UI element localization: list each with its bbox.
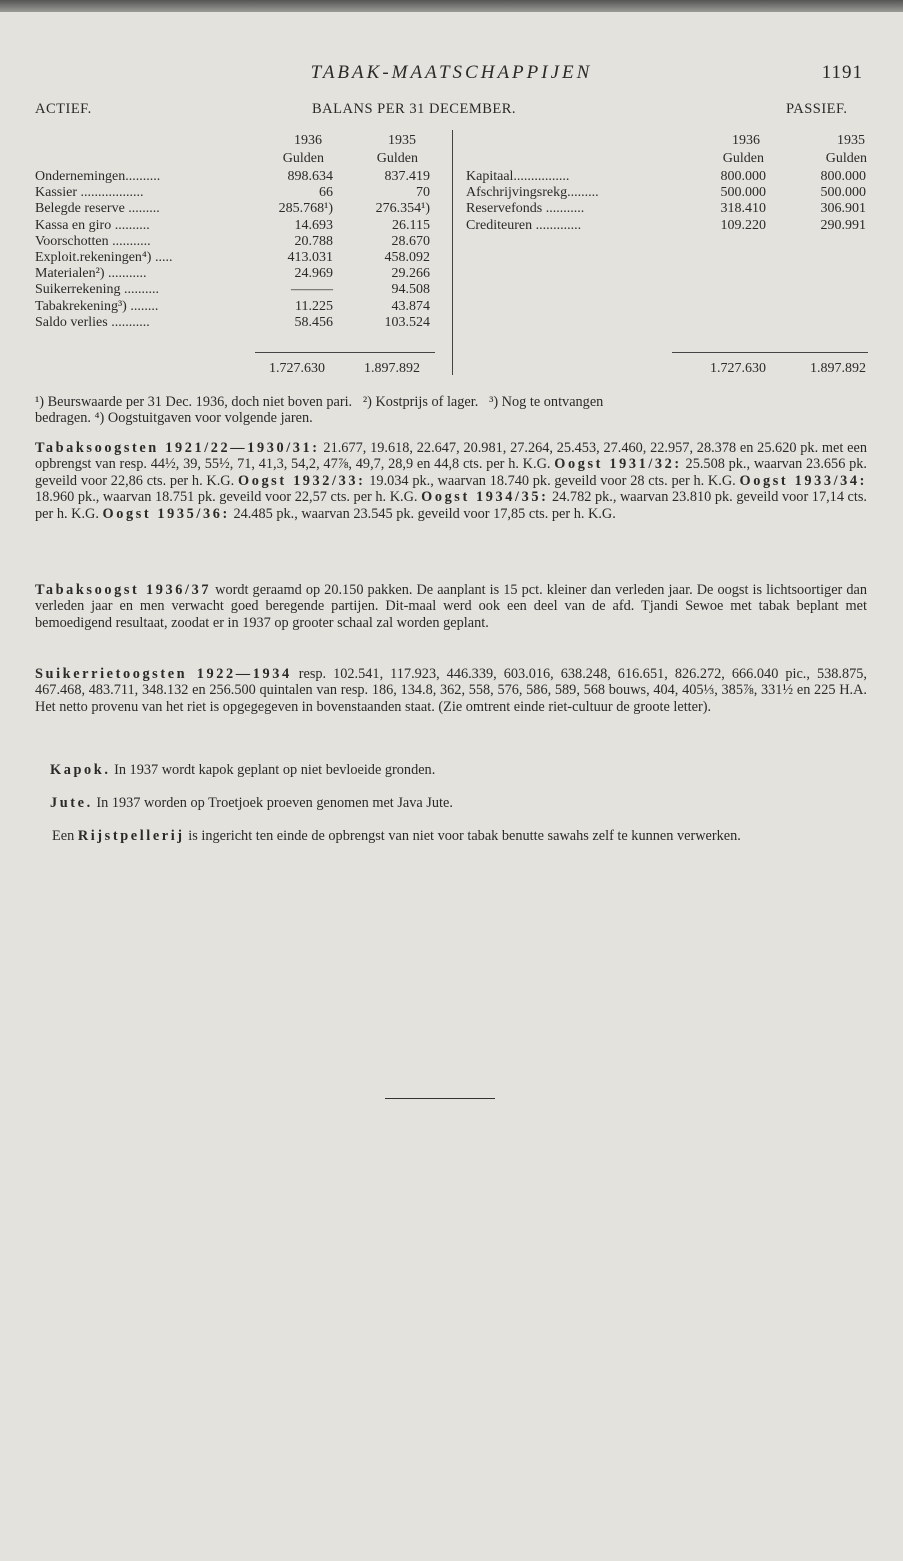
passief-heading: PASSIEF.: [786, 101, 848, 117]
paragraph-jute: [50, 795, 867, 811]
heading-jute: Jute.: [50, 795, 93, 811]
actief-row-1935: 28.670: [391, 233, 430, 249]
footnotes: [35, 394, 867, 427]
actief-unit-1936: Gulden: [282, 151, 324, 166]
actief-total-rule: [255, 352, 435, 353]
page-number: 1191: [821, 62, 863, 83]
actief-year-1936: 1936: [294, 133, 322, 148]
actief-row-1935: 103.524: [384, 314, 430, 330]
page-title: TABAK-MAATSCHAPPIJEN: [310, 62, 593, 83]
paragraph-rijstpellerij: [35, 828, 867, 844]
paragraph-suikerriet: [35, 666, 867, 715]
text: 21.677, 19.618, 22.647, 20.981, 27.264, 25.453, 27.460, 22.957, 28.378 en 25.620 pk. met een opbrengst van resp. 44½, 39, 55½, 71, 41,3, 54,2, 47⅞, 49,7, 28,9 en 44,8 cts. per h. K.G.: [35, 440, 867, 473]
actief-total-1935: 1.897.892: [364, 361, 420, 376]
text: 25.508 pk., waarvan 23.656 pk. geveild voor 22,86 cts. per h. K.G.: [35, 456, 867, 489]
text: 19.034 pk., waarvan 18.740 pk. geveild voor 28 cts. per h. K.G.: [369, 472, 736, 489]
actief-row-1936: 413.031: [287, 250, 333, 265]
actief-row-label: Materialen²) ...........: [35, 266, 147, 282]
footnote-3-cont: bedragen.: [35, 410, 91, 427]
heading-suikerriet: Suikerrietoogsten 1922—1934: [35, 666, 292, 682]
passief-row-label: Kapitaal................: [466, 169, 570, 184]
actief-row-label: Kassa en giro ..........: [35, 217, 150, 233]
heading-oogst-1934: Oogst 1934/35:: [421, 489, 549, 506]
scan-edge: [0, 0, 903, 12]
actief-row-1936: 58.456: [294, 314, 333, 330]
passief-row-label: Afschrijvingsrekg.........: [466, 185, 599, 201]
heading-oogst-1932: Oogst 1932/33:: [237, 472, 366, 489]
actief-row-label: Tabakrekening³) ........: [35, 298, 159, 314]
passief-row-1935: 290.991: [820, 217, 866, 233]
passief-row-1936: 800.000: [720, 169, 766, 184]
actief-row-1935: 70: [416, 185, 430, 201]
actief-row-1935: 276.354¹): [375, 201, 430, 217]
actief-row-label: Belegde reserve .........: [35, 201, 160, 217]
actief-year-1935: 1935: [388, 133, 416, 148]
actief-row-1935: 458.092: [384, 250, 430, 265]
text: 24.485 pk., waarvan 23.545 pk. geveild voor 17,85 cts. per h. K.G.: [233, 505, 616, 522]
actief-row-label: Saldo verlies ...........: [35, 314, 150, 330]
actief-row-1936: 11.225: [295, 298, 333, 314]
text: wordt geraamd op 20.150 pakken. De aanplant is 15 pct. kleiner dan verleden jaar. De oogst is lichtsoortiger dan verleden jaar en men verwacht goed beregende partijen. Dit-maal werd ook een deel van de afd. Tjandi Sewoe met tabak beplant met bemoedigend resultaat, zoodat er in 1937 op grooter schaal zal worden geplant.: [35, 582, 868, 631]
passief-year-1936: 1936: [732, 133, 760, 148]
heading-oogst-1933: Oogst 1933/34:: [739, 472, 868, 489]
footnote-1: ¹) Beurswaarde per 31 Dec. 1936, doch niet boven pari.: [35, 394, 353, 410]
column-divider: [452, 130, 453, 375]
actief-row-label: Suikerrekening ..........: [35, 282, 160, 298]
passief-row-label: Reservefonds ...........: [466, 201, 585, 217]
passief-row-1936: 500.000: [720, 185, 766, 201]
passief-total-1935: 1.897.892: [810, 361, 866, 376]
passief-row-1936: 318.410: [720, 201, 766, 217]
text: Een: [52, 828, 75, 844]
passief-total-rule: [672, 352, 868, 353]
passief-row-1935: 306.901: [820, 201, 866, 217]
passief-unit-1936: Gulden: [722, 151, 764, 166]
actief-heading: ACTIEF.: [35, 101, 92, 117]
actief-row-1936: 898.634: [287, 169, 333, 184]
actief-row-1935: 94.508: [391, 282, 430, 298]
paragraph-tabaksoogsten: [35, 440, 867, 522]
paragraph-kapok: [50, 762, 867, 778]
actief-row-1936: 66: [319, 185, 333, 201]
heading-rijstpellerij: Rijstpellerij: [77, 828, 185, 844]
balance-heading: BALANS PER 31 DECEMBER.: [312, 101, 517, 117]
passief-unit-1935: Gulden: [825, 151, 867, 166]
actief-total-1936: 1.727.630: [269, 361, 325, 376]
passief-total-1936: 1.727.630: [710, 361, 766, 376]
heading-kapok: Kapok.: [50, 762, 111, 778]
actief-row-1936: 285.768¹): [278, 201, 333, 217]
actief-row-1935: 26.115: [392, 217, 430, 233]
text: 24.782 pk., waarvan 23.810 pk. geveild voor 17,14 cts. per h. K.G.: [35, 489, 868, 522]
footnote-2: ²) Kostprijs of lager.: [362, 394, 479, 410]
actief-row-1935: 43.874: [391, 298, 430, 314]
footnote-3: ³) Nog te ontvangen: [489, 394, 604, 410]
paragraph-tabaksoogst: [35, 582, 867, 631]
text: 18.960 pk., waarvan 18.751 pk. geveild voor 22,57 cts. per h. K.G.: [35, 489, 418, 506]
heading-oogst-1935: Oogst 1935/36:: [102, 505, 230, 522]
actief-row-1936: 20.788: [294, 233, 333, 249]
passief-row-1936: 109.220: [720, 217, 766, 233]
actief-row-1936: 24.969: [294, 266, 333, 282]
actief-row-1936: ———: [291, 282, 333, 298]
end-rule: [385, 1098, 495, 1099]
passief-row-1935: 500.000: [820, 185, 866, 201]
actief-row-label: Kassier ..................: [35, 185, 144, 201]
actief-row-label: Ondernemingen..........: [35, 169, 161, 184]
heading-tabaksoogsten: Tabaksoogsten 1921/22—1930/31:: [35, 440, 320, 456]
actief-row-1935: 837.419: [384, 169, 430, 184]
heading-oogst-1931: Oogst 1931/32:: [554, 456, 682, 473]
passief-year-1935: 1935: [837, 133, 865, 148]
actief-row-1935: 29.266: [391, 266, 430, 282]
text: In 1937 wordt kapok geplant op niet bevloeide gronden.: [114, 762, 436, 778]
text: resp. 102.541, 117.923, 446.339, 603.016, 638.248, 616.651, 826.272, 666.040 pic., 538.875, 467.468, 483.711, 348.132 en 256.500 quintalen van resp. 186, 134.8, 362, 558, 576, 586, 589, 568 bouws, 404, 405⅓, 385⅞, 331½ en 225 H.A. Het netto provenu van het riet is opgegegeven in bovenstaanden staat. (Zie omtrent einde riet-cultuur de groote letter).: [35, 666, 867, 715]
text: In 1937 worden op Troetjoek proeven genomen met Java Jute.: [96, 795, 453, 811]
footnote-4: ⁴) Oogstuitgaven voor volgende jaren.: [94, 410, 313, 427]
actief-row-label: Exploit.rekeningen⁴) .....: [35, 250, 173, 265]
passief-row-label: Crediteuren .............: [466, 217, 582, 233]
heading-tabaksoogst: Tabaksoogst 1936/37: [35, 582, 212, 598]
passief-row-1935: 800.000: [820, 169, 866, 184]
actief-row-label: Voorschotten ...........: [35, 233, 151, 249]
actief-row-1936: 14.693: [294, 217, 333, 233]
actief-unit-1935: Gulden: [376, 151, 418, 166]
text: is ingericht ten einde de opbrengst van niet voor tabak benutte sawahs zelf te kunnen verwerken.: [188, 828, 741, 844]
